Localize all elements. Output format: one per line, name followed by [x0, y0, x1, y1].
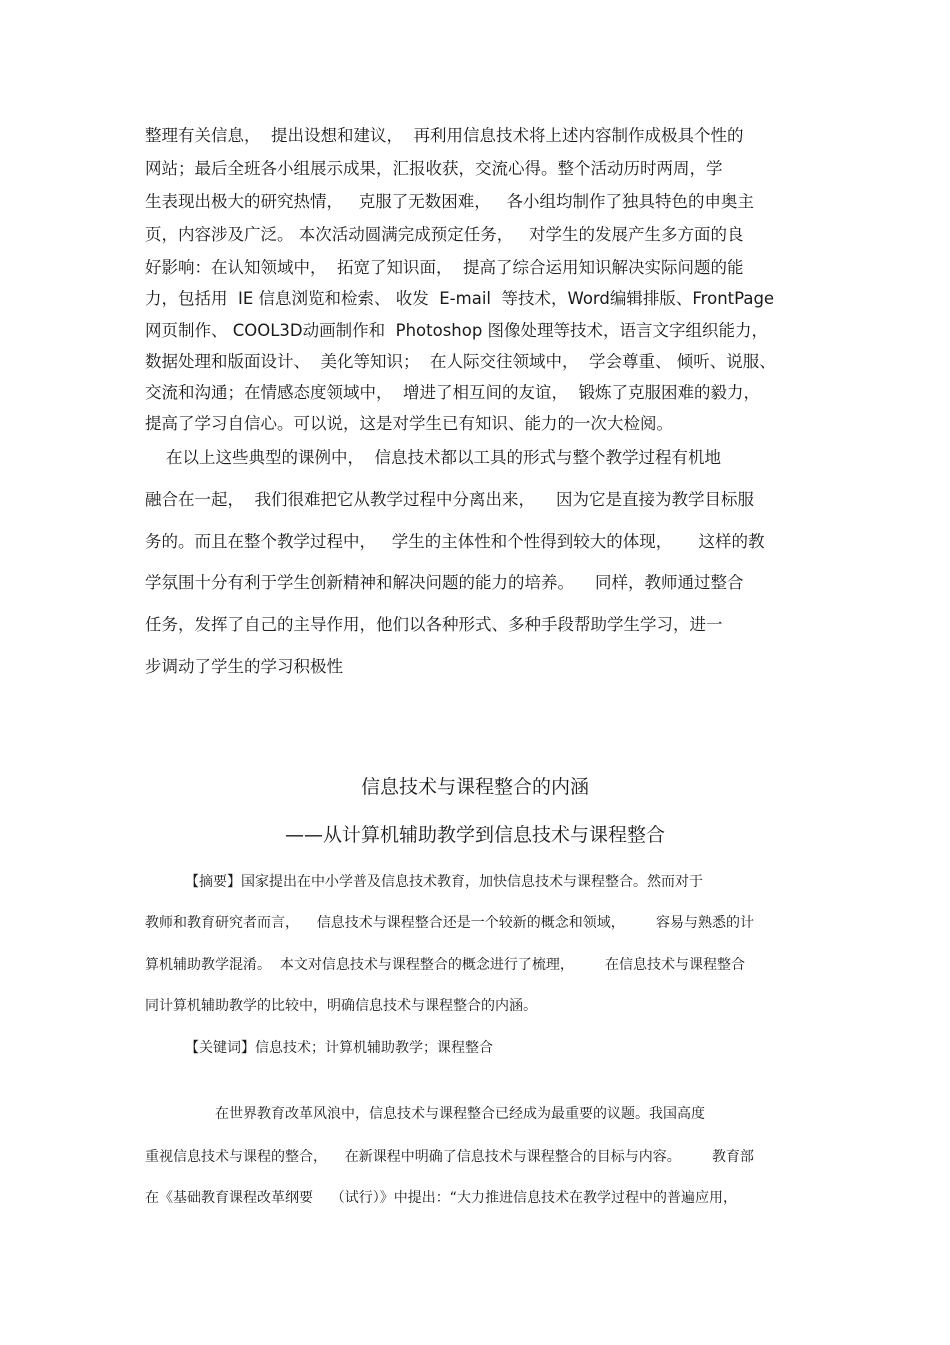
text-line: 力，包括用 IE 信息浏览和检索、 收发 E-mail 等技术，Word编辑排版、FrontPage: [145, 289, 775, 308]
text-line: 页，内容涉及广泛。 本次活动圆满完成预定任务， 对学生的发展产生多方面的良: [145, 225, 744, 244]
abstract-line: 【摘要】国家提出在中小学普及信息技术教育，加快信息技术与课程整合。然而对于: [185, 874, 703, 890]
text-line: 提高了学习自信心。可以说，这是对学生已有知识、能力的一次大检阅。: [145, 414, 673, 433]
text-line: 生表现出极大的研究热情， 克服了无数困难， 各小组均制作了独具特色的申奥主: [145, 192, 754, 211]
text-line: 务的。而且在整个教学过程中， 学生的主体性和个性得到较大的体现， 这样的教: [145, 532, 765, 551]
article-subtitle: ——从计算机辅助教学到信息技术与课程整合: [284, 824, 665, 846]
abstract-line: 同计算机辅助教学的比较中，明确信息技术与课程整合的内涵。: [145, 998, 537, 1014]
text-line: 任务，发挥了自己的主导作用，他们以各种形式、多种手段帮助学生学习，进一: [145, 615, 723, 634]
text-line: 融合在一起， 我们很难把它从教学过程中分离出来， 因为它是直接为教学目标服: [145, 490, 754, 509]
keywords-line: 【关键词】信息技术；计算机辅助教学；课程整合: [185, 1040, 493, 1056]
text-line: 步调动了学生的学习积极性: [145, 657, 343, 676]
article-title: 信息技术与课程整合的内涵: [360, 776, 589, 798]
text-line: 在以上这些典型的课例中， 信息技术都以工具的形式与整个教学过程有机地: [145, 448, 721, 467]
body-line: 在《基础教育课程改革纲要 （试行）》中提出：“大力推进信息技术在教学过程中的普遍应用，: [145, 1190, 738, 1206]
text-line: 网页制作、 COOL3D动画制作和 Photoshop 图像处理等技术，语言文字组织能力，: [145, 321, 769, 340]
abstract-line: 教师和教育研究者而言， 信息技术与课程整合还是一个较新的概念和领域， 容易与熟悉的计: [145, 915, 754, 931]
text-line: 好影响：在认知领域中， 拓宽了知识面， 提高了综合运用知识解决实际问题的能: [145, 258, 744, 277]
text-line: 交流和沟通；在情感态度领域中， 增进了相互间的友谊， 锻炼了克服困难的毅力，: [145, 383, 760, 402]
abstract-line: 算机辅助教学混淆。 本文对信息技术与课程整合的概念进行了梳理， 在信息技术与课程整合: [145, 957, 746, 973]
text-line: 整理有关信息， 提出设想和建议， 再利用信息技术将上述内容制作成极具个性的: [145, 126, 744, 145]
text-line: 数据处理和版面设计、 美化等知识； 在人际交往领域中， 学会尊重、 倾听、说服、: [145, 352, 776, 371]
text-line: 网站；最后全班各小组展示成果，汇报收获，交流心得。整个活动历时两周，学: [145, 159, 723, 178]
body-line: 重视信息技术与课程的整合， 在新课程中明确了信息技术与课程整合的目标与内容。 教育部: [145, 1149, 754, 1165]
text-line: 学氛围十分有利于学生创新精神和解决问题的能力的培养。 同样，教师通过整合: [145, 573, 744, 592]
body-line: 在世界教育改革风浪中，信息技术与课程整合已经成为最重要的议题。我国高度: [215, 1106, 705, 1122]
